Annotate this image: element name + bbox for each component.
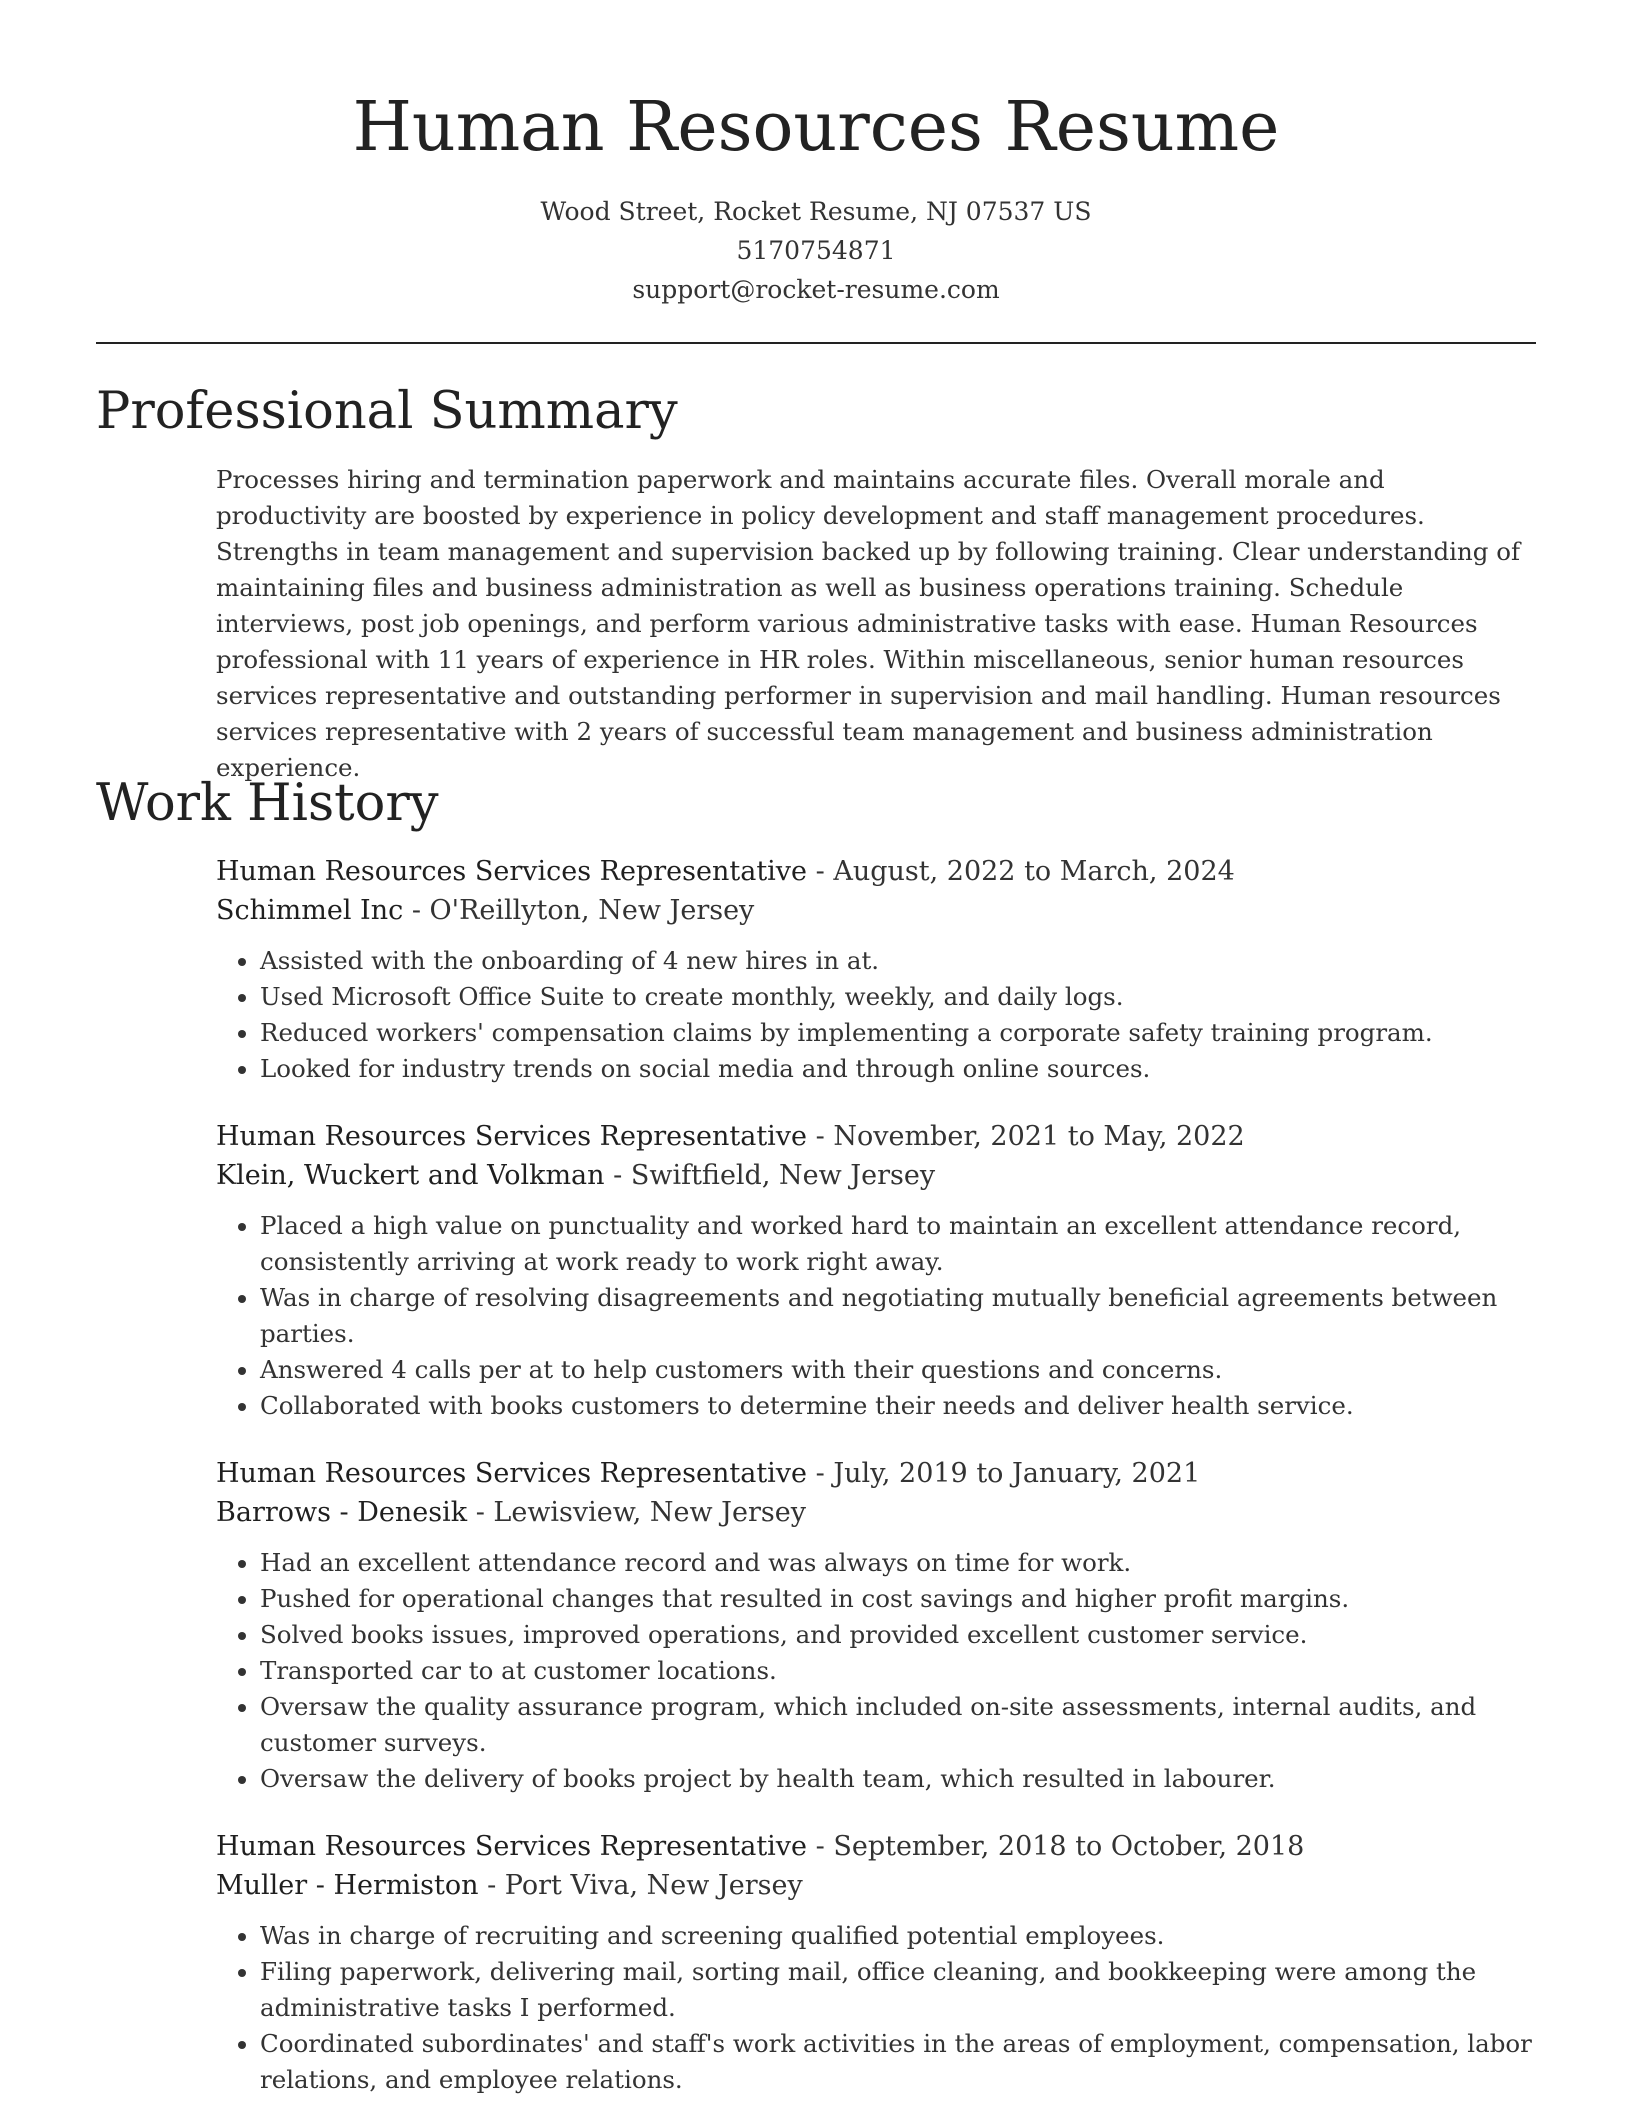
resume-title: Human Resources Resume [352, 88, 1280, 167]
job-title: Human Resources Services Representative [216, 856, 808, 887]
contact-address: Wood Street, Rocket Resume, NJ 07537 US [540, 197, 1092, 226]
job-title-line [216, 852, 1538, 891]
job-separator: - [807, 1121, 834, 1152]
work-history-heading: Work History [96, 774, 439, 833]
job-dates: July, 2019 to January, 2021 [833, 1458, 1201, 1489]
job-entry [216, 1454, 1538, 1797]
job-separator: - [478, 1870, 505, 1901]
job-bullet: • Used Microsoft Office Suite to create monthly, weekly, and daily logs. [260, 979, 1538, 1015]
job-location: Port Viva, New Jersey [504, 1870, 803, 1901]
job-bullet: • Pushed for operational changes that resulted in cost savings and higher profit margins. [260, 1581, 1538, 1617]
job-bullet: • Was in charge of resolving disagreements and negotiating mutually beneficial agreements between parties. [260, 1280, 1538, 1352]
job-bullet: • Looked for industry trends on social media and through online sources. [260, 1051, 1538, 1087]
job-bullet: • Collaborated with books customers to determine their needs and deliver health service. [260, 1388, 1538, 1424]
job-company: Schimmel Inc [216, 895, 404, 926]
job-separator: - [604, 1160, 631, 1191]
job-separator: - [467, 1497, 494, 1528]
job-company-line [216, 1866, 1538, 1905]
job-title-line [216, 1827, 1538, 1866]
resume-header [0, 0, 1632, 309]
job-bullet: • Answered 4 calls per at to help customers with their questions and concerns. [260, 1352, 1538, 1388]
job-bullet: • Assisted with the onboarding of 4 new hires in at. [260, 943, 1538, 979]
job-bullets [216, 1918, 1538, 2098]
job-separator: - [403, 895, 430, 926]
job-bullet: • Oversaw the quality assurance program, which included on-site assessments, internal audits, and customer surveys. [260, 1689, 1538, 1761]
job-company: Muller - Hermiston [216, 1870, 479, 1901]
job-company: Klein, Wuckert and Volkman [216, 1160, 605, 1191]
job-dates: September, 2018 to October, 2018 [833, 1831, 1305, 1862]
job-dates: November, 2021 to May, 2022 [833, 1121, 1245, 1152]
contact-block [0, 192, 1632, 309]
job-company-line [216, 1493, 1538, 1532]
job-title-line [216, 1117, 1538, 1156]
job-bullet: • Placed a high value on punctuality and worked hard to maintain an excellent attendance record, consistently arriving at work ready to work right away. [260, 1208, 1538, 1280]
job-title: Human Resources Services Representative [216, 1831, 808, 1862]
job-location: O'Reillyton, New Jersey [429, 895, 755, 926]
job-separator: - [807, 856, 834, 887]
job-bullet: • Coordinated subordinates' and staff's work activities in the areas of employment, compensation, labor relations, and employee relations. [260, 2026, 1538, 2098]
job-separator: - [807, 1458, 834, 1489]
job-entry [216, 1827, 1538, 2098]
job-bullets [216, 943, 1538, 1087]
job-bullet: • Was in charge of recruiting and screening qualified potential employees. [260, 1918, 1538, 1954]
job-title-line [216, 1454, 1538, 1493]
job-title: Human Resources Services Representative [216, 1458, 808, 1489]
job-company-line [216, 891, 1538, 930]
job-bullet: • Solved books issues, improved operations, and provided excellent customer service. [260, 1617, 1538, 1653]
job-entry [216, 1117, 1538, 1424]
job-dates: August, 2022 to March, 2024 [833, 856, 1235, 887]
contact-phone: 5170754871 [736, 236, 896, 265]
job-location: Lewisview, New Jersey [493, 1497, 806, 1528]
job-bullets [216, 1545, 1538, 1797]
job-company-line [216, 1156, 1538, 1195]
job-company: Barrows - Denesik [216, 1497, 468, 1528]
contact-email: support@rocket-resume.com [632, 275, 1000, 304]
job-bullets [216, 1208, 1538, 1424]
job-location: Swiftfield, New Jersey [630, 1160, 936, 1191]
job-entry [216, 852, 1538, 1087]
job-title: Human Resources Services Representative [216, 1121, 808, 1152]
summary-heading: Professional Summary [96, 382, 678, 441]
job-separator: - [807, 1831, 834, 1862]
job-bullet: • Transported car to at customer locations. [260, 1653, 1538, 1689]
job-bullet: • Had an excellent attendance record and was always on time for work. [260, 1545, 1538, 1581]
summary-text: Processes hiring and termination paperwork and maintains accurate files. Overall morale and productivity are boosted by experience in policy development and staff management procedures. Strengths in team management and supervision backed up by following training. Clear understanding of maintaining files and business administration as well as business operations training. Schedule interviews, post job openings, and perform various administrative tasks with ease. Human Resources professional with 11 years of experience in HR roles. Within miscellaneous, senior human resources services representative and outstanding performer in supervision and mail handling. Human resources services representative with 2 years of successful team management and business administration experience. [216, 465, 1521, 782]
job-bullet: • Reduced workers' compensation claims by implementing a corporate safety training program. [260, 1015, 1538, 1051]
work-history-list [216, 852, 1538, 2128]
job-bullet: • Oversaw the delivery of books project by health team, which resulted in labourer. [260, 1761, 1538, 1797]
job-bullet: • Filing paperwork, delivering mail, sorting mail, office cleaning, and bookkeeping were among the administrative tasks I performed. [260, 1954, 1538, 2026]
header-divider [96, 342, 1536, 344]
